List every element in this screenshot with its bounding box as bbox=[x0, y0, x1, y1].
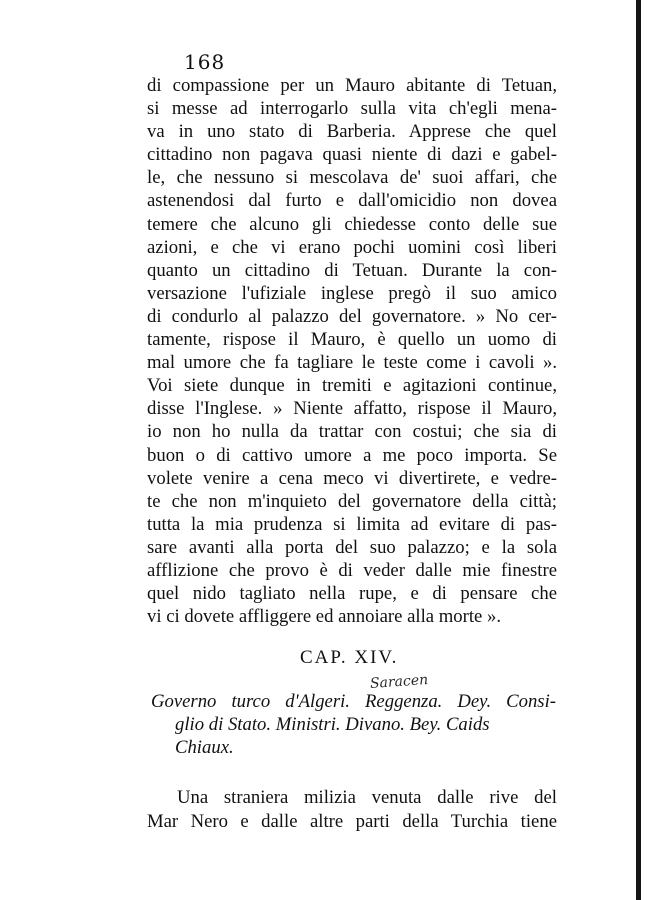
text-line: buon o di cattivo umore a me poco importa. Se bbox=[147, 444, 557, 466]
text-line: volete venire a cena meco vi divertirete, e vedre- bbox=[147, 467, 557, 489]
text-line: si messe ad interrogarlo sulla vita ch'egli mena- bbox=[147, 98, 557, 120]
text-line: tutta la mia prudenza si limita ad evitare di pas- bbox=[147, 513, 557, 535]
text-line: quanto un cittadino di Tetuan. Durante la con- bbox=[147, 259, 557, 281]
summary-line: Chiaux. bbox=[175, 737, 234, 758]
text-line: astenendosi dal furto e dall'omicidio non dovea bbox=[147, 190, 557, 212]
text-line: quel nido tagliato nella rupe, e di pensare che bbox=[147, 583, 557, 605]
text-line: Voi siete dunque in tremiti e agitazioni continue, bbox=[147, 375, 557, 397]
text-line: io non ho nulla da trattar con costui; che sia di bbox=[147, 421, 557, 443]
page-number: 168 bbox=[184, 50, 226, 74]
page-edge-rule bbox=[636, 0, 641, 900]
text-line: mal umore che fa tagliare le teste come i cavoli ». bbox=[147, 352, 557, 374]
text-line: cittadino non pagava quasi niente di dazi e gabel- bbox=[147, 144, 557, 166]
summary-line: Governo turco d'Algeri. Reggenza. Dey. Consi- bbox=[151, 691, 556, 712]
text-line: te che non m'inquieto del governatore della città; bbox=[147, 490, 557, 512]
chapter-summary bbox=[151, 690, 556, 759]
text-line: azioni, e che vi erano pochi uomini così liberi bbox=[147, 236, 557, 258]
text-line: di condurlo al palazzo del governatore. » No cer- bbox=[147, 305, 557, 327]
text-line: Una straniera milizia venuta dalle rive del bbox=[177, 787, 557, 808]
text-line: va in uno stato di Barberia. Apprese che quel bbox=[147, 121, 557, 143]
text-line: tamente, rispose il Mauro, è quello un uomo di bbox=[147, 329, 557, 351]
text-line: temere che alcuno gli chiedesse conto delle sue bbox=[147, 213, 557, 235]
text-line: afflizione che provo è di veder dalle mie finestre bbox=[147, 559, 557, 581]
summary-line: glio di Stato. Ministri. Divano. Bey. Caids bbox=[175, 714, 490, 735]
text-line: le, che nessuno si mescolava de' suoi affari, che bbox=[147, 167, 557, 189]
text-line: versazione l'ufiziale inglese pregò il suo amico bbox=[147, 282, 557, 304]
chapter-opening-paragraph bbox=[147, 786, 557, 834]
text-line: di compassione per un Mauro abitante di Tetuan, bbox=[147, 75, 557, 96]
text-line: sare avanti alla porta del suo palazzo; e la sola bbox=[147, 536, 557, 558]
chapter-heading: CAP. XIV. bbox=[300, 647, 399, 668]
text-line: Mar Nero e dalle altre parti della Turchia tiene bbox=[147, 811, 557, 832]
text-line: disse l'Inglese. » Niente affatto, rispose il Mauro, bbox=[147, 398, 557, 420]
text-line: vi ci dovete affliggere ed annoiare alla morte ». bbox=[147, 606, 502, 628]
handwritten-annotation: Saracen bbox=[369, 671, 429, 693]
body-paragraph bbox=[147, 74, 557, 628]
